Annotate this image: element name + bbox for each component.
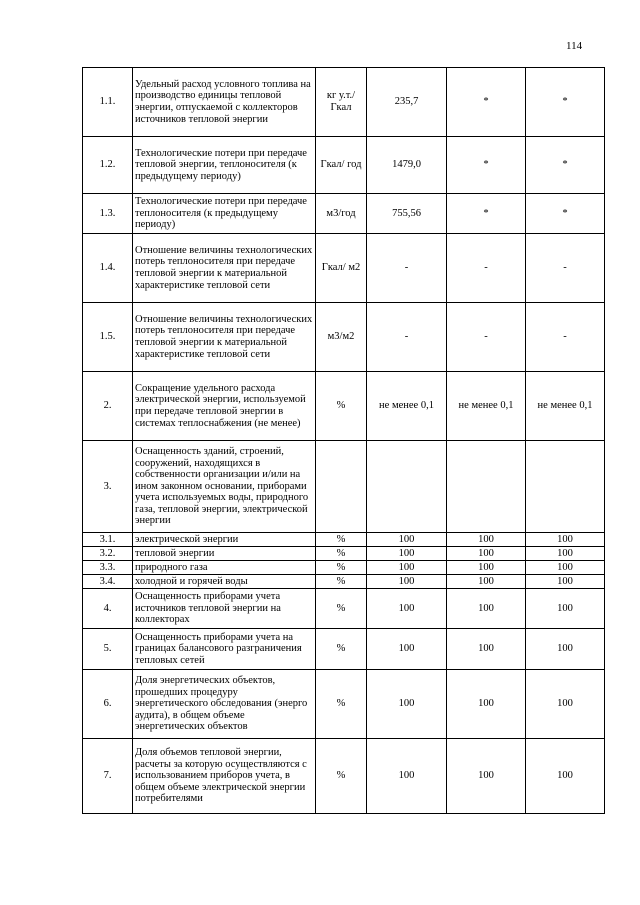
row-value-3: [526, 441, 605, 533]
row-value-1: 100: [367, 629, 447, 670]
row-value-2: 100: [447, 547, 526, 561]
row-value-1: 100: [367, 670, 447, 739]
row-number: 4.: [83, 589, 133, 629]
row-indicator-name: тепловой энергии: [133, 547, 316, 561]
row-value-2: *: [447, 68, 526, 137]
row-value-3: 100: [526, 533, 605, 547]
row-value-2: не менее 0,1: [447, 372, 526, 441]
row-value-3: 100: [526, 575, 605, 589]
row-value-3: 100: [526, 629, 605, 670]
row-value-1: 100: [367, 533, 447, 547]
row-number: 5.: [83, 629, 133, 670]
page-number: 114: [566, 40, 583, 52]
row-value-2: 100: [447, 739, 526, 814]
row-value-1: 100: [367, 575, 447, 589]
row-number: 3.3.: [83, 561, 133, 575]
row-number: 1.4.: [83, 234, 133, 303]
row-number: 7.: [83, 739, 133, 814]
table-row: [83, 234, 605, 303]
row-unit: [316, 441, 367, 533]
row-number: 1.5.: [83, 303, 133, 372]
indicators-table: [82, 67, 605, 814]
row-value-3: -: [526, 234, 605, 303]
row-value-2: 100: [447, 533, 526, 547]
row-value-3: *: [526, 194, 605, 234]
row-value-1: -: [367, 234, 447, 303]
row-unit: кг у.т./ Гкал: [316, 68, 367, 137]
row-indicator-name: природного газа: [133, 561, 316, 575]
row-value-1: 100: [367, 561, 447, 575]
row-value-3: 100: [526, 670, 605, 739]
row-number: 6.: [83, 670, 133, 739]
row-value-2: *: [447, 194, 526, 234]
row-indicator-name: Отношение величины технологических потерь теплоносителя при передаче тепловой энергии к материальной характеристике тепловой сети: [133, 303, 316, 372]
row-indicator-name: Доля энергетических объектов, прошедших процедуру энергетического обследования (энерго аудита), в общем объеме энергетических объектов: [133, 670, 316, 739]
row-value-2: [447, 441, 526, 533]
row-number: 1.3.: [83, 194, 133, 234]
row-value-3: 100: [526, 561, 605, 575]
row-number: 1.2.: [83, 137, 133, 194]
row-value-2: *: [447, 137, 526, 194]
row-unit: %: [316, 533, 367, 547]
row-value-1: 1479,0: [367, 137, 447, 194]
row-indicator-name: Отношение величины технологических потерь теплоносителя при передаче тепловой энергии к материальной характеристике тепловой сети: [133, 234, 316, 303]
row-value-2: 100: [447, 561, 526, 575]
table-row: [83, 441, 605, 533]
row-value-3: *: [526, 137, 605, 194]
row-value-1: 100: [367, 739, 447, 814]
row-unit: Гкал/ м2: [316, 234, 367, 303]
table-row: [83, 68, 605, 137]
row-value-2: -: [447, 234, 526, 303]
row-value-2: -: [447, 303, 526, 372]
row-indicator-name: холодной и горячей воды: [133, 575, 316, 589]
row-value-3: 100: [526, 547, 605, 561]
row-unit: м3/год: [316, 194, 367, 234]
row-number: 2.: [83, 372, 133, 441]
row-number: 3.1.: [83, 533, 133, 547]
row-unit: %: [316, 629, 367, 670]
row-value-3: -: [526, 303, 605, 372]
row-number: 3.4.: [83, 575, 133, 589]
row-indicator-name: Оснащенность приборами учета источников тепловой энергии на коллекторах: [133, 589, 316, 629]
table-row: [83, 533, 605, 547]
row-value-3: *: [526, 68, 605, 137]
row-value-3: 100: [526, 739, 605, 814]
row-value-1: 755,56: [367, 194, 447, 234]
row-unit: %: [316, 561, 367, 575]
table-row: [83, 589, 605, 629]
row-value-3: 100: [526, 589, 605, 629]
row-indicator-name: электрической энергии: [133, 533, 316, 547]
row-unit: %: [316, 575, 367, 589]
table-row: [83, 739, 605, 814]
row-unit: Гкал/ год: [316, 137, 367, 194]
table-row: [83, 372, 605, 441]
row-value-1: 235,7: [367, 68, 447, 137]
row-value-2: 100: [447, 629, 526, 670]
row-number: 3.2.: [83, 547, 133, 561]
row-value-1: [367, 441, 447, 533]
row-indicator-name: Сокращение удельного расхода электрической энергии, используемой при передаче тепловой энергии в системах теплоснабжения (не менее): [133, 372, 316, 441]
table-row: [83, 137, 605, 194]
row-value-2: 100: [447, 575, 526, 589]
row-indicator-name: Доля объемов тепловой энергии, расчеты за которую осуществляются с использованием приборов учета, в общем объеме электрической энергии потребителями: [133, 739, 316, 814]
row-value-1: -: [367, 303, 447, 372]
row-value-1: 100: [367, 547, 447, 561]
row-unit: %: [316, 670, 367, 739]
row-unit: %: [316, 547, 367, 561]
row-indicator-name: Оснащенность зданий, строений, сооружений, находящихся в собственности организации и/или на ином законном основании, приборами учета используемых воды, природного газа, тепловой энергии, электрической энергии: [133, 441, 316, 533]
table-row: [83, 670, 605, 739]
row-unit: %: [316, 372, 367, 441]
row-unit: %: [316, 589, 367, 629]
table-row: [83, 575, 605, 589]
row-value-3: не менее 0,1: [526, 372, 605, 441]
table-row: [83, 561, 605, 575]
table-row: [83, 629, 605, 670]
row-value-1: не менее 0,1: [367, 372, 447, 441]
row-indicator-name: Технологические потери при передаче теплоносителя (к предыдущему периоду): [133, 194, 316, 234]
row-indicator-name: Удельный расход условного топлива на производство единицы тепловой энергии, отпускаемой с коллекторов источников тепловой энергии: [133, 68, 316, 137]
row-value-2: 100: [447, 670, 526, 739]
table-row: [83, 303, 605, 372]
row-unit: %: [316, 739, 367, 814]
row-number: 1.1.: [83, 68, 133, 137]
table-row: [83, 194, 605, 234]
row-indicator-name: Технологические потери при передаче тепловой энергии, теплоносителя (к предыдущему периоду): [133, 137, 316, 194]
row-unit: м3/м2: [316, 303, 367, 372]
indicators-table-body: [83, 68, 605, 814]
table-row: [83, 547, 605, 561]
row-number: 3.: [83, 441, 133, 533]
row-indicator-name: Оснащенность приборами учета на границах балансового разграничения тепловых сетей: [133, 629, 316, 670]
row-value-2: 100: [447, 589, 526, 629]
row-value-1: 100: [367, 589, 447, 629]
